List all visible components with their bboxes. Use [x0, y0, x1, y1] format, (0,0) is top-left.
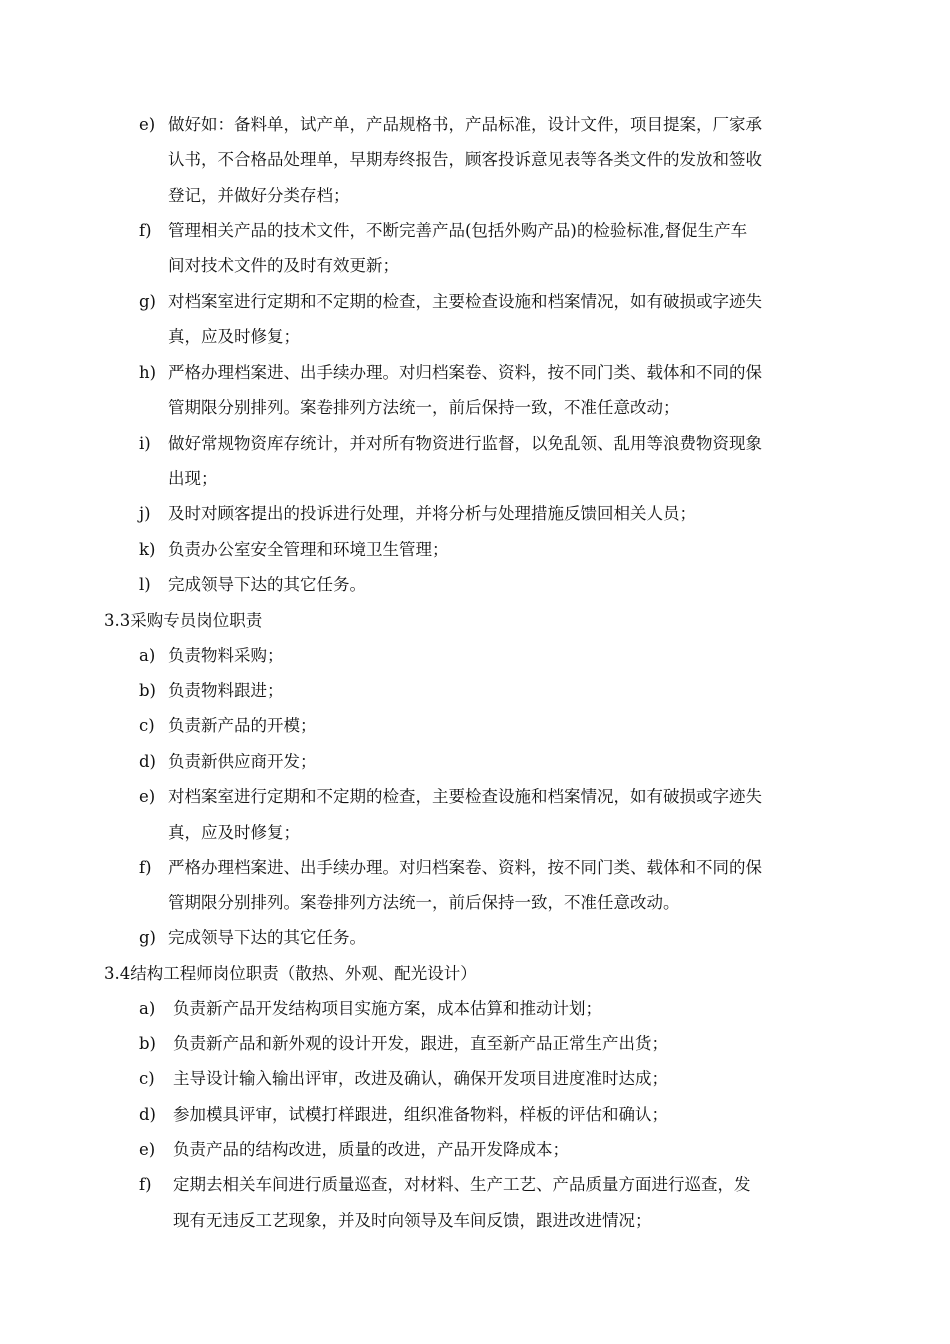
list-item-text: 现有无违反工艺现象，并及时向领导及车间反馈，跟进改进情况； [173, 1211, 652, 1230]
list-item-label: e) [139, 115, 156, 134]
list-item-label: e) [139, 787, 156, 806]
list-item-text: 参加模具评审，试模打样跟进，组织准备物料，样板的评估和确认； [173, 1105, 668, 1124]
list-item-label: d) [139, 1105, 156, 1124]
list-item-text: 真，应及时修复； [168, 327, 300, 346]
list-item-text: 完成领导下达的其它任务。 [168, 928, 366, 947]
list-item-label: k) [139, 540, 156, 559]
list-item-text: 管理相关产品的技术文件，不断完善产品(包括外购产品)的检验标准,督促生产车 [168, 221, 748, 240]
list-item-text: 负责物料跟进； [168, 681, 284, 700]
list-item-label: f) [139, 858, 152, 877]
list-item-label: d) [139, 752, 156, 771]
list-item-label: a) [139, 999, 156, 1018]
list-item-text: 认书，不合格品处理单，早期寿终报告，顾客投诉意见表等各类文件的发放和签收 [168, 150, 762, 169]
section-heading: 3.4结构工程师岗位职责（散热、外观、配光设计） [104, 964, 477, 983]
list-item-label: g) [139, 928, 156, 947]
list-item-label: c) [139, 716, 155, 735]
list-item-label: l) [139, 575, 151, 594]
list-item-text: 定期去相关车间进行质量巡查，对材料、生产工艺、产品质量方面进行巡查，发 [173, 1175, 751, 1194]
list-item-text: 负责新供应商开发； [168, 752, 317, 771]
list-item-text: 做好常规物资库存统计，并对所有物资进行监督，以免乱领、乱用等浪费物资现象 [168, 434, 762, 453]
section-heading: 3.3采购专员岗位职责 [104, 611, 263, 630]
list-item-text: 对档案室进行定期和不定期的检查，主要检查设施和档案情况，如有破损或字迹失 [168, 292, 762, 311]
list-item-text: 及时对顾客提出的投诉进行处理，并将分析与处理措施反馈回相关人员； [168, 504, 696, 523]
list-item-text: 登记，并做好分类存档； [168, 186, 350, 205]
list-item-text: 真，应及时修复； [168, 823, 300, 842]
list-item-label: e) [139, 1140, 156, 1159]
list-item-label: f) [139, 221, 152, 240]
list-item-label: c) [139, 1069, 155, 1088]
list-item-text: 负责新产品和新外观的设计开发，跟进，直至新产品正常生产出货； [173, 1034, 668, 1053]
list-item-text: 管期限分别排列。案卷排列方法统一，前后保持一致，不准任意改动； [168, 398, 680, 417]
list-item-label: h) [139, 363, 157, 382]
list-item-text: 出现； [168, 469, 218, 488]
list-item-label: f) [139, 1175, 152, 1194]
list-item-label: j) [139, 504, 151, 523]
list-item-text: 负责新产品开发结构项目实施方案，成本估算和推动计划； [173, 999, 602, 1018]
list-item-text: 严格办理档案进、出手续办理。对归档案卷、资料，按不同门类、载体和不同的保 [168, 363, 762, 382]
list-item-text: 负责物料采购； [168, 646, 284, 665]
list-item-text: 做好如：备料单，试产单，产品规格书，产品标准，设计文件，项目提案，厂家承 [168, 115, 762, 134]
list-item-label: a) [139, 646, 156, 665]
list-item-text: 负责新产品的开模； [168, 716, 317, 735]
list-item-text: 负责产品的结构改进，质量的改进，产品开发降成本； [173, 1140, 569, 1159]
list-item-text: 主导设计输入输出评审，改进及确认，确保开发项目进度准时达成； [173, 1069, 668, 1088]
list-item-label: i) [139, 434, 151, 453]
list-item-label: b) [139, 681, 156, 700]
list-item-label: b) [139, 1034, 156, 1053]
list-item-text: 严格办理档案进、出手续办理。对归档案卷、资料，按不同门类、载体和不同的保 [168, 858, 762, 877]
list-item-text: 间对技术文件的及时有效更新； [168, 256, 399, 275]
list-item-text: 管期限分别排列。案卷排列方法统一，前后保持一致，不准任意改动。 [168, 893, 680, 912]
list-item-text: 负责办公室安全管理和环境卫生管理； [168, 540, 449, 559]
list-item-label: g) [139, 292, 156, 311]
list-item-text: 完成领导下达的其它任务。 [168, 575, 366, 594]
list-item-text: 对档案室进行定期和不定期的检查，主要检查设施和档案情况，如有破损或字迹失 [168, 787, 762, 806]
